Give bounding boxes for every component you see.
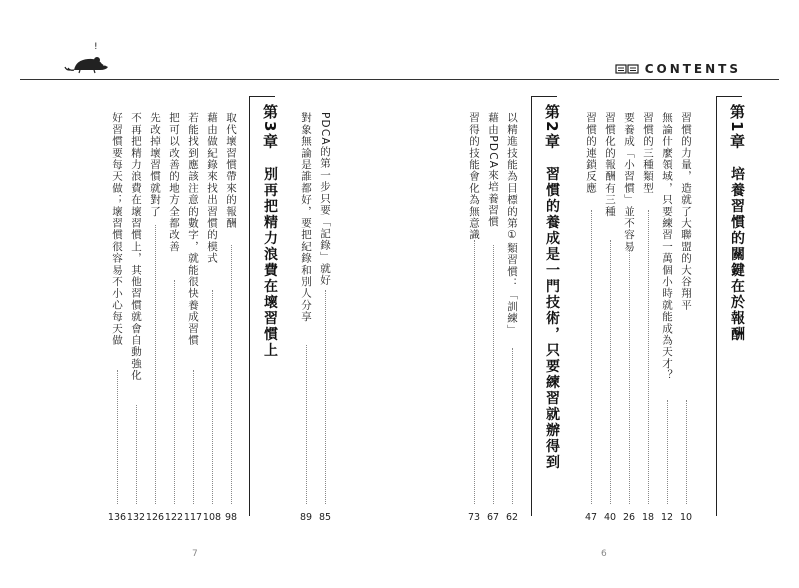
leader-dots (117, 370, 118, 504)
folio-left: 7 (192, 549, 198, 559)
leader-dots (231, 245, 232, 504)
leader-dots (667, 400, 668, 504)
page-number: 40 (603, 512, 617, 523)
chapter-3-label: 第3章 (261, 104, 279, 151)
chapter-1-hook (716, 96, 742, 97)
toc-entry[interactable]: 不再把精力浪費在壞習慣上，其他習慣就會自動強化 (130, 112, 142, 382)
chapter-3-hook (249, 96, 275, 97)
leader-dots (193, 370, 194, 504)
chapter-2-hook (531, 96, 557, 97)
toc-entry[interactable]: 取代壞習慣帶來的報酬 (225, 112, 237, 229)
leader-dots (686, 400, 687, 504)
toc-entry[interactable]: 習慣化的報酬有三種 (604, 112, 616, 218)
toc-entry[interactable]: 藉由PDCA來培養習慣 (487, 112, 499, 228)
toc-entry[interactable]: 若能找到應該注意的數字，就能很快養成習慣 (187, 112, 199, 346)
toc-entry[interactable]: 先改掉壞習慣就對了 (149, 112, 161, 218)
page-number: 117 (183, 512, 203, 523)
leader-dots (648, 210, 649, 504)
chapter-1-heading (727, 104, 748, 514)
leader-dots (493, 245, 494, 504)
toc-entry[interactable]: 好習慣要每天做；壞習慣很容易不小心每天做 (111, 112, 123, 346)
leader-dots (136, 405, 137, 504)
leader-dots (629, 250, 630, 504)
page-number: 132 (126, 512, 146, 523)
mouse-icon (64, 40, 110, 76)
svg-text:!: ! (94, 42, 98, 52)
leader-dots (610, 240, 611, 504)
chapter-2-label: 第2章 (543, 104, 561, 151)
chapter-1-rule (716, 96, 717, 516)
page-number: 18 (641, 512, 655, 523)
page-number: 10 (679, 512, 693, 523)
contents-title: CONTENTS (644, 62, 741, 76)
toc-entry[interactable]: 把可以改善的地方全都改善 (168, 112, 180, 253)
chapter-3-heading (260, 104, 281, 514)
chapter-3-rule (249, 96, 250, 516)
page-number: 98 (224, 512, 238, 523)
contents-header (615, 62, 741, 76)
page-number: 136 (107, 512, 127, 523)
leader-dots (512, 348, 513, 504)
chapter-2-heading (542, 104, 563, 514)
chapter-3-title: 別再把精力浪費在壞習慣上 (262, 166, 278, 359)
toc-entry[interactable]: 要養成「小習慣」並不容易 (623, 112, 635, 253)
leader-dots (174, 280, 175, 504)
header-rule (20, 79, 779, 80)
page-number: 12 (660, 512, 674, 523)
leader-dots (306, 345, 307, 504)
page-number: 89 (299, 512, 313, 523)
page-number: 122 (164, 512, 184, 523)
toc-entry[interactable]: 習慣的三種類型 (642, 112, 654, 194)
page-number: 73 (467, 512, 481, 523)
toc-entry[interactable]: 藉由做紀錄來找出習慣的模式 (206, 112, 218, 265)
chapter-1-label: 第1章 (728, 104, 746, 151)
page-number: 62 (505, 512, 519, 523)
toc-entry[interactable]: 習慣的力量，造就了大聯盟的大谷翔平 (680, 112, 692, 311)
toc-entry[interactable]: 對象無論是誰都好，要把紀錄和別人分享 (300, 112, 312, 323)
leader-dots (325, 290, 326, 504)
page-number: 67 (486, 512, 500, 523)
page-number: 47 (584, 512, 598, 523)
page-number: 26 (622, 512, 636, 523)
book-icon (615, 63, 639, 75)
toc-entry[interactable]: 習慣的連鎖反應 (585, 112, 597, 194)
leader-dots (474, 240, 475, 504)
toc-entry[interactable]: 習得的技能會化為無意識 (468, 112, 480, 241)
toc-entry[interactable]: 無論什麼領域，只要練習一萬個小時就能成為天才？ (661, 112, 673, 382)
folio-right: 6 (601, 549, 607, 559)
toc-entry[interactable]: 以精進技能為目標的第①類習慣：「訓練」 (506, 112, 518, 336)
leader-dots (155, 225, 156, 504)
leader-dots (212, 290, 213, 504)
page-number: 85 (318, 512, 332, 523)
toc-entry[interactable]: PDCA的第一步只要「記錄」就好 (319, 112, 331, 287)
chapter-1-title: 培養習慣的關鍵在於報酬 (729, 166, 745, 343)
chapter-2-rule (531, 96, 532, 516)
page-number: 108 (202, 512, 222, 523)
leader-dots (591, 210, 592, 504)
page-number: 126 (145, 512, 165, 523)
chapter-2-title: 習慣的養成是一門技術，只要練習就辦得到 (544, 166, 560, 471)
